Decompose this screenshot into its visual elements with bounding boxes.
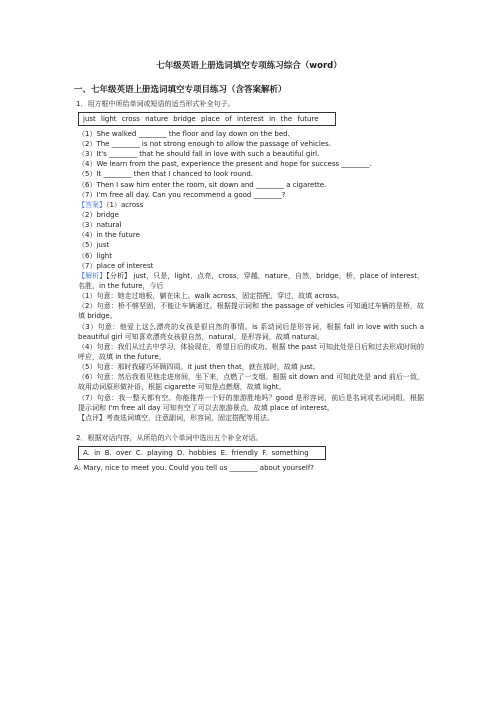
question-1-item: （5）It ________ then that I chanced to look round.	[78, 170, 254, 179]
analysis-item: （6）句意：然后我看见他走进房间，坐下来，点燃了一支烟。根据 sit down and 可知此处是 and 前后一致，故用动词原形做补语，根据 cigarette 可知是点燃烟，故填 light。	[78, 373, 424, 392]
question-1-item: （6）Then I saw him enter the room, sit down and ________ a cigarette.	[78, 180, 327, 189]
analysis-item: （4）句意：我们从过去中学习，体验现在，希望日后的成功。根据 the past 可知此处是日后和过去形成时间的呼应，故填 in the future。	[78, 342, 424, 361]
section-title: 一、七年级英语上册选词填空专项目练习（含答案解析）	[74, 85, 287, 96]
answer-tag: 【答案】	[78, 200, 106, 209]
question-1-prompt: 1．用方框中所给单词或短语的适当形式补全句子。	[76, 99, 235, 108]
question-1-item: （1）She walked ________ the floor and lay down on the bed.	[78, 129, 290, 138]
answer-item: （2）bridge	[78, 211, 119, 220]
answer-item: （4）in the future	[78, 231, 140, 240]
question-1-item: （4）We learn from the past, experience the present and hope for success ________.	[78, 160, 372, 169]
dialogue-line: A: Mary, nice to meet you. Could you tell us ________ about yourself?	[74, 464, 315, 473]
question-1-item: （7）I'm free all day. Can you recommend a good ________?	[78, 190, 286, 199]
question-2-prompt: 2．根据对话内容，从所给的六个单词中选出五个补全对话。	[76, 433, 263, 442]
analysis-tag: 【解析】	[78, 271, 107, 280]
answer-item: （1）across	[106, 200, 144, 209]
comment: 【点评】考查选词填空，注意副词，形容词，固定搭配等用法。	[78, 413, 274, 422]
analysis-item: （7）句意：我一整天都有空。你能推荐一个好的旅游胜地吗？good 是形容词，前后是名词或名词词组，根据提示词和 I'm free all day 可知有空了可以去旅游景点，故填 place of interest。	[78, 393, 424, 412]
answer-item: （3）natural	[78, 221, 122, 230]
question-2-word-box: A. in B. over C. playing D. hobbies E. friendly F. something	[78, 446, 326, 460]
analysis-item: （3）句意：他爱上这么漂亮的女孩是很自然的事情。is 系动词后是形容词，根据 fall in love with such a beautiful girl 可知喜欢漂亮女孩很自然，natural，是形容词，故填 natural。	[78, 322, 424, 341]
spacer	[74, 423, 424, 433]
answer-item: （5）just	[78, 241, 110, 250]
answer-line	[78, 200, 424, 210]
answer-item: （7）place of interest	[78, 261, 154, 270]
document-title: 七年级英语上册选词填空专项练习综合（word）	[156, 61, 342, 71]
question-1-item: （3）It's ________ that he should fall in love with such a beautiful girl.	[78, 150, 320, 159]
analysis-intro-text: 【分析】 just，只是，light，点亮，cross，穿越，nature，自然，bridge，桥，place of interest，名胜，in the future，今后	[78, 271, 425, 291]
question-1-word-box: just light cross nature bridge place of interest in the future	[78, 112, 336, 126]
analysis-intro	[78, 271, 424, 291]
question-1-item: （2）The ________ is not strong enough to allow the passage of vehicles.	[78, 140, 331, 149]
answer-item: （6）light	[78, 251, 112, 260]
analysis-item: （5）句意：那时我碰巧环顾四周。it just then that，就在那时，故填 just。	[78, 363, 320, 372]
analysis-item: （2）句意：桥不够坚固，不能让车辆通过。根据提示词和 the passage of vehicles 可知通过车辆的是桥，故填 bridge。	[78, 302, 424, 321]
document-body	[74, 60, 424, 473]
analysis-item: （1）句意：她走过地板，躺在床上。walk across，固定搭配，穿过，故填 across。	[78, 292, 344, 301]
